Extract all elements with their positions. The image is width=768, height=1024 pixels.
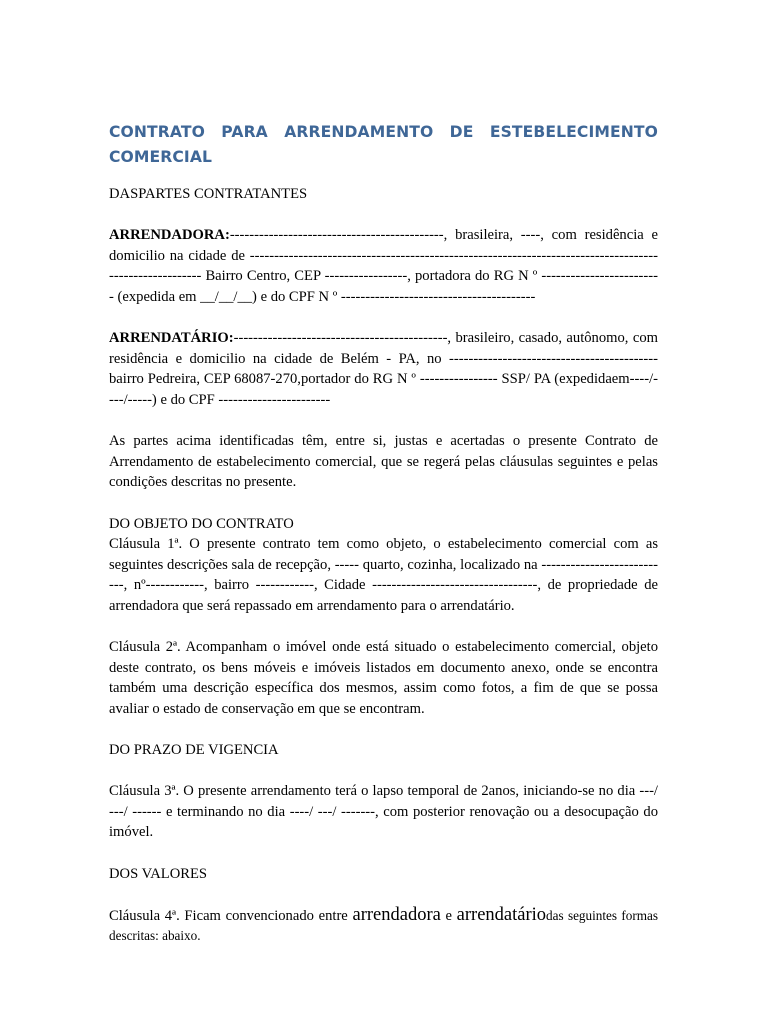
arrendatario-text: --------------------------------------------, brasileiro, casado, autônomo, com residência e domicilio na cidade de Belém - PA, no ------------------------------------------- bairro Pedreira, CEP 68087-270,portador do RG N º ---------------- SSP/ PA (expedidaem----/----/-----) e do CPF ----------------------- [109,330,658,408]
clause-2: Cláusula 2ª. Acompanham o imóvel onde está situado o estabelecimento comercial, objeto deste contrato, os bens móveis e imóveis listados em documento anexo, onde se encontra também uma descrição específica dos mesmos, assim como fotos, a fim de que se possa avaliar o estado de conservação em que se encontram. [109,639,658,717]
arrendatario-paragraph [109,328,658,410]
arrendadora-paragraph [109,225,658,307]
clause-4-arrendadora: arrendadora [352,904,441,925]
intro-paragraph: As partes acima identificadas têm, entre si, justas e acertadas o presente Contrato de Arrendamento de estabelecimento comercial, que se regerá pelas cláusulas seguintes e pelas condições descritas no presente. [109,433,658,491]
clause-3: Cláusula 3ª. O presente arrendamento terá o lapso temporal de 2anos, iniciando-se no dia ---/ ---/ ------ e terminando no dia ----/ ---/ -------, com posterior renovação ou a desocupação do imóvel. [109,783,658,841]
clause-4-part-3: das seguintes formas descritas: abaixo. [109,907,658,944]
parties-heading: DASPARTES CONTRATANTES [109,186,308,202]
title-line-1: CONTRATO PARA ARRENDAMENTO DE ESTEBELECIMENTO [109,123,658,141]
values-heading: DOS VALORES [109,865,207,882]
clause-4-arrendatario: arrendatário [456,904,547,925]
object-heading: DO OBJETO DO CONTRATO [109,515,294,532]
arrendadora-text: --------------------------------------------, brasileira, ----, com residência e domicilio na cidade de ------------------------------------------------------------------------------------------------------- Bairro Centro, CEP -----------------, portadora do RG N º ------------------------- (expedida em __/__/__) e do CPF N º ---------------------------------------- [109,227,658,305]
arrendatario-label: ARRENDATÁRIO: [109,330,234,347]
clause-1: Cláusula 1ª. O presente contrato tem como objeto, o estabelecimento comercial com as seguintes descrições sala de recepção, ----- quarto, cozinha, localizado na ---------------------------, nº------------, bairro ------------, Cidade ----------------------------------, de propriedade de arrendadora que será repassado em arrendamento para o arrendatário. [109,536,658,614]
clause-4 [109,905,658,947]
document-title [109,120,658,170]
document-page [109,120,658,968]
clause-4-part-1: Cláusula 4ª. Ficam convencionado entre [109,907,353,924]
title-line-2: COMERCIAL [109,148,213,166]
term-heading: DO PRAZO DE VIGENCIA [109,742,279,759]
clause-4-part-2: e [440,907,457,924]
arrendadora-label: ARRENDADORA: [109,227,230,244]
